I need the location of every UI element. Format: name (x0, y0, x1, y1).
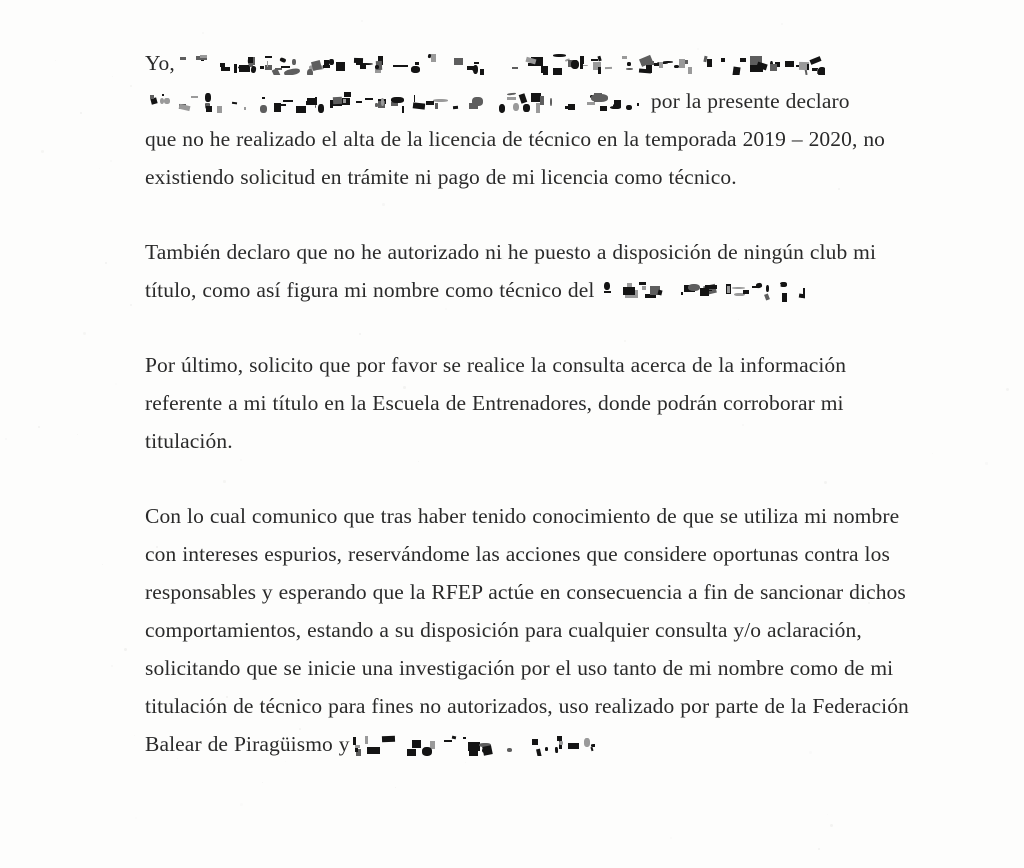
scan-speck (112, 76, 113, 77)
redacted-text (350, 732, 595, 756)
scan-speck (262, 782, 263, 783)
redacted-text (175, 51, 825, 75)
text-line (145, 44, 890, 82)
text-line (145, 725, 890, 763)
paragraph-declaration (145, 44, 890, 196)
text-line (145, 535, 890, 573)
scan-speck (110, 160, 112, 162)
text-run: titulación de técnico para fines no autorizados, uso realizado por parte de la Federación (145, 694, 909, 718)
text-run: Yo, (145, 51, 175, 75)
scan-speck (670, 837, 672, 839)
text-run: existiendo solicitud en trámite ni pago de mi licencia como técnico. (145, 165, 737, 189)
scan-speck (77, 434, 78, 435)
text-run: título, como así figura mi nombre como técnico del (145, 278, 601, 302)
scan-speck (38, 426, 40, 428)
scan-speck (818, 848, 820, 850)
redacted-text (145, 89, 645, 113)
text-run: con intereses espurios, reservándome las acciones que considere oportunas contra los (145, 542, 890, 566)
text-line (145, 158, 890, 196)
text-run: Balear de Piragüismo y (145, 732, 350, 756)
text-line (145, 611, 890, 649)
scan-speck (985, 462, 988, 465)
text-run: referente a mi título en la Escuela de Entrenadores, donde podrán corroborar mi (145, 391, 844, 415)
text-line (145, 233, 890, 271)
scan-speck (130, 304, 132, 306)
scan-speck (5, 438, 7, 440)
text-run: que no he realizado el alta de la licencia de técnico en la temporada 2019 – 2020, no (145, 127, 886, 151)
scan-speck (932, 453, 933, 454)
scan-speck (827, 814, 828, 815)
text-run: También declaro que no he autorizado ni he puesto a disposición de ningún club mi (145, 240, 877, 264)
scan-speck (361, 20, 363, 22)
scan-speck (781, 23, 783, 25)
scan-speck (105, 262, 107, 264)
scan-speck (111, 665, 113, 667)
scan-speck (115, 383, 117, 385)
scan-speck (395, 787, 396, 788)
paragraph-authorization (145, 233, 890, 309)
scan-speck (202, 32, 204, 34)
text-line (145, 422, 890, 460)
scan-speck (240, 803, 243, 806)
text-line (145, 82, 890, 120)
paragraph-complaint (145, 497, 909, 763)
scan-speck (830, 824, 833, 827)
text-run: titulación. (145, 429, 233, 453)
scan-speck (99, 168, 100, 169)
text-line (145, 384, 890, 422)
text-run: Con lo cual comunico que tras haber tenido conocimiento de que se utiliza mi nombre (145, 504, 900, 528)
scan-speck (134, 735, 135, 736)
text-line (145, 271, 890, 309)
scan-speck (55, 60, 56, 61)
text-run: Por último, solicito que por favor se realice la consulta acerca de la información (145, 353, 847, 377)
text-line (145, 120, 890, 158)
redacted-text (600, 278, 805, 302)
scan-speck (1006, 388, 1009, 391)
scan-speck (130, 85, 132, 87)
scan-speck (135, 817, 137, 819)
scan-speck (102, 564, 103, 565)
text-run: por la presente declaro (645, 89, 850, 113)
text-line (145, 346, 890, 384)
text-run: comportamientos, estando a su disposición para cualquier consulta y/o aclaración, (145, 618, 862, 642)
scan-speck (80, 112, 82, 114)
document-body (145, 44, 909, 763)
paragraph-request (145, 346, 890, 460)
text-line (145, 687, 909, 725)
text-line (145, 497, 900, 535)
text-line (145, 649, 894, 687)
scan-speck (41, 150, 44, 153)
text-run: solicitando que se inicie una investigación por el uso tanto de mi nombre como de mi (145, 656, 894, 680)
text-run: responsables y esperando que la RFEP actúe en consecuencia a fin de sancionar dichos (145, 580, 906, 604)
text-line (145, 573, 906, 611)
scan-speck (124, 648, 127, 651)
scan-speck (83, 332, 86, 335)
